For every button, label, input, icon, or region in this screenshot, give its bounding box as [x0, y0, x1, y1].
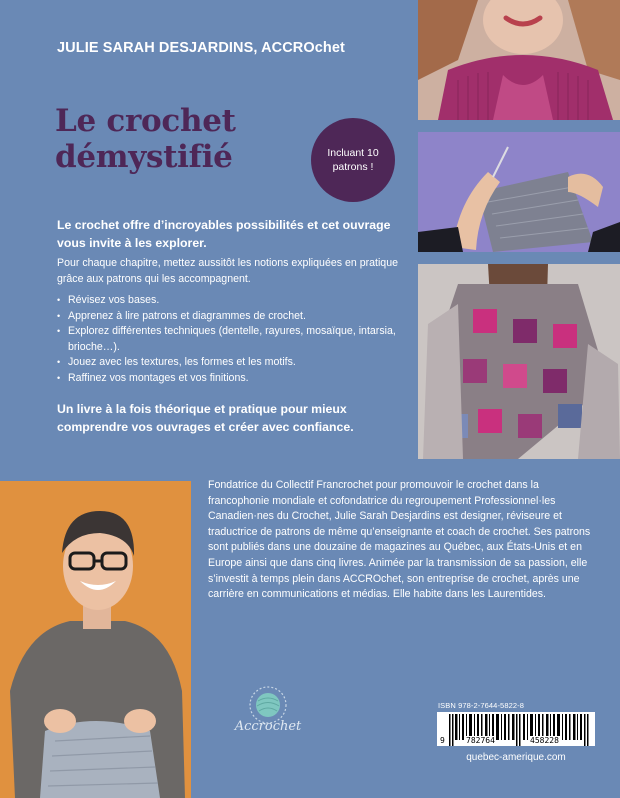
author-name: JULIE SARAH DESJARDINS, ACCROchet	[57, 40, 345, 56]
photo-granny-shawl	[418, 264, 620, 459]
barcode-group-right: 458228	[530, 736, 559, 745]
conclusion-paragraph: Un livre à la fois théorique et pratique pour mieux comprendre vos ouvrages et créer avec confiance.	[57, 402, 354, 434]
barcode	[437, 712, 595, 746]
photo-pink-sweater	[418, 0, 620, 120]
barcode-group-left: 782764	[466, 736, 495, 745]
intro-paragraph: Le crochet offre d’incroyables possibilités et cet ouvrage vous invite à les explorer.	[57, 218, 391, 250]
title-line-1: Le crochet	[55, 103, 236, 139]
author-portrait	[0, 481, 191, 798]
feature-list	[57, 293, 409, 387]
photo-hands-crochet	[418, 132, 620, 252]
body-paragraph: Pour chaque chapitre, mettez aussitôt les notions expliquées en pratique grâce aux patrons qui les accompagnent.	[57, 257, 398, 285]
hands-crochet-illustration	[418, 132, 620, 252]
list-item: • Jouez avec les textures, les formes et les motifs.	[57, 355, 409, 371]
list-item: • Raffinez vos montages et vos finitions.	[57, 371, 409, 387]
patterns-badge	[311, 118, 395, 202]
badge-text: Incluant 10 patrons !	[327, 147, 379, 173]
accrochet-logo	[228, 685, 308, 745]
logo-text: Accrochet	[234, 719, 302, 734]
isbn-number: ISBN 978-2-7644-5822-8	[438, 701, 525, 710]
author-bio: Fondatrice du Collectif Francrochet pour promouvoir le crochet dans la francophonie mondiale et cofondatrice du regroupement Professionnel·les Canadien·nes du Crochet, Julie Sarah Desjardins est designer, réviseure et traductrice de patrons de même qu’enseignante et coach de crochet. Ses patrons sont publiés dans une douzaine de magazines au Québec, aux États-Unis et en Europe ainsi que dans cinq livres. Animée par la transmission de sa passion, elle s’investit à temps plein dans ACCROchet, son entreprise de crochet, après une carrière en communications et médias. Elle habite dans les Laurentides.	[208, 479, 591, 601]
list-item: • Révisez vos bases.	[57, 293, 409, 309]
list-item: • Apprenez à lire patrons et diagrammes de crochet.	[57, 309, 409, 325]
author-portrait-illustration	[0, 481, 191, 798]
granny-shawl-illustration	[418, 264, 620, 459]
pink-sweater-illustration	[418, 0, 620, 120]
book-title	[55, 103, 236, 175]
title-line-2: démystifié	[55, 139, 233, 175]
publisher-website: quebec-amerique.com	[466, 752, 566, 763]
barcode-digit-first: 9	[440, 736, 445, 745]
list-item: • Explorez différentes techniques (dentelle, rayures, mosaïque, intarsia, brioche…).	[57, 324, 409, 355]
